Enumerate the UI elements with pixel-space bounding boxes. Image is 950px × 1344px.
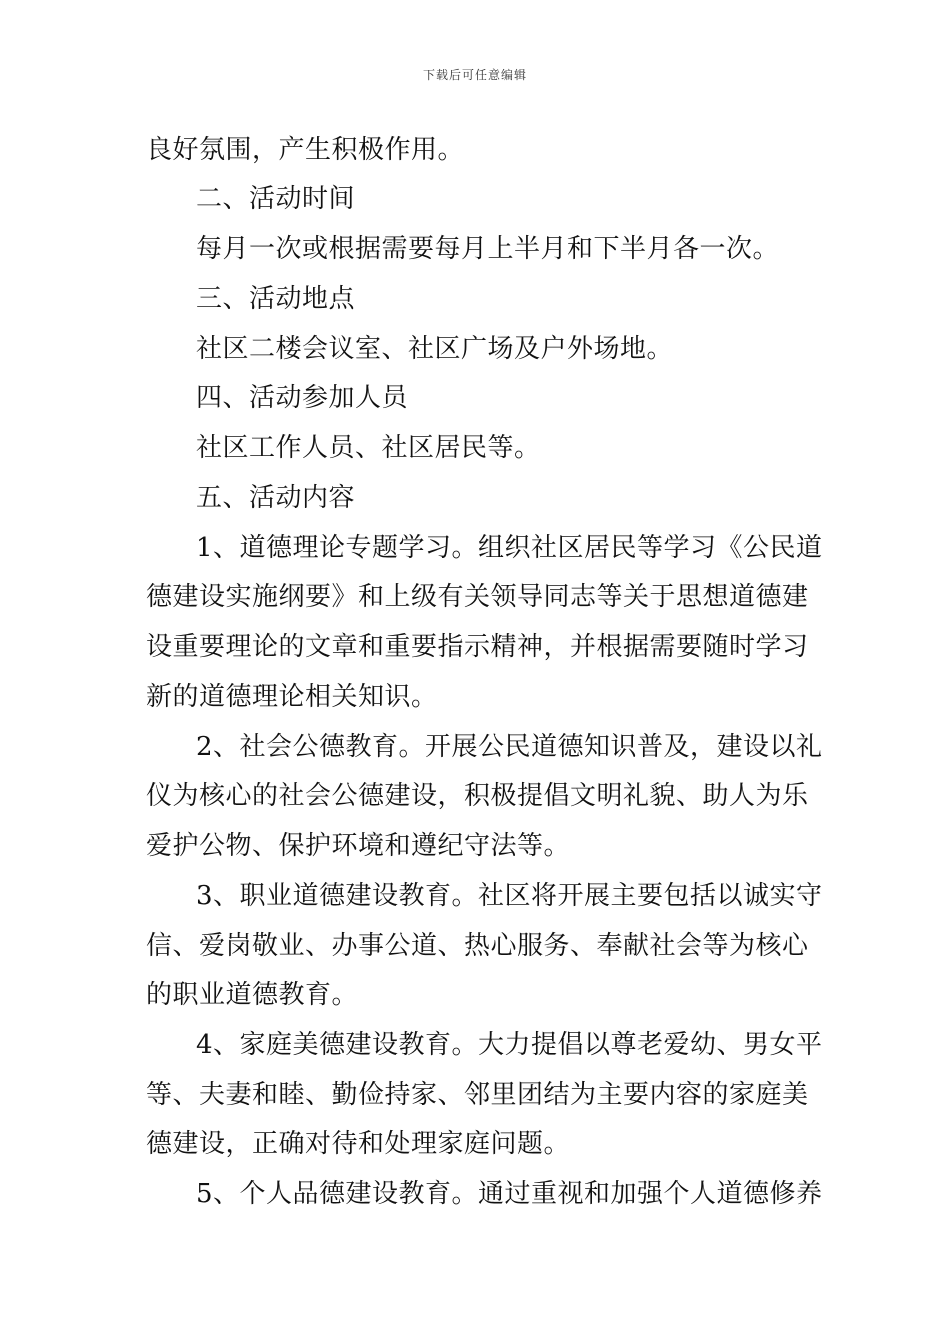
paragraph-line: 等、夫妻和睦、勤俭持家、邻里团结为主要内容的家庭美: [146, 1080, 809, 1110]
paragraph-line: 3、职业道德建设教育。社区将开展主要包括以诚实守: [196, 881, 823, 911]
section-heading: 五、活动内容: [196, 483, 356, 513]
paragraph-line: 1、道德理论专题学习。组织社区居民等学习《公民道: [196, 533, 823, 563]
paragraph-line: 德建设实施纲要》和上级有关领导同志等关于思想道德建: [146, 582, 809, 612]
paragraph-line: 4、家庭美德建设教育。大力提倡以尊老爱幼、男女平: [196, 1030, 823, 1060]
paragraph-line: 爱护公物、保护环境和遵纪守法等。: [146, 831, 571, 861]
page-header: 下载后可任意编辑: [422, 68, 527, 82]
text-line: 良好氛围，产生积极作用。: [146, 135, 465, 165]
paragraph-line: 信、爱岗敬业、办事公道、热心服务、奉献社会等为核心: [146, 931, 809, 961]
paragraph-line: 仪为核心的社会公德建设，积极提倡文明礼貌、助人为乐: [146, 781, 809, 811]
section-heading: 二、活动时间: [196, 184, 356, 214]
paragraph-line: 设重要理论的文章和重要指示精神，并根据需要随时学习: [146, 632, 809, 662]
section-heading: 四、活动参加人员: [196, 383, 409, 413]
paragraph-line: 德建设，正确对待和处理家庭问题。: [146, 1129, 571, 1159]
text-line: 社区工作人员、社区居民等。: [196, 433, 541, 463]
paragraph-line: 5、个人品德建设教育。通过重视和加强个人道德修养: [196, 1179, 823, 1209]
paragraph-line: 新的道德理论相关知识。: [146, 682, 438, 712]
text-line: 社区二楼会议室、社区广场及户外场地。: [196, 334, 674, 364]
text-line: 每月一次或根据需要每月上半月和下半月各一次。: [196, 234, 780, 264]
section-heading: 三、活动地点: [196, 284, 356, 314]
paragraph-line: 2、社会公德教育。开展公民道德知识普及，建设以礼: [196, 732, 823, 762]
paragraph-line: 的职业道德教育。: [146, 980, 359, 1010]
